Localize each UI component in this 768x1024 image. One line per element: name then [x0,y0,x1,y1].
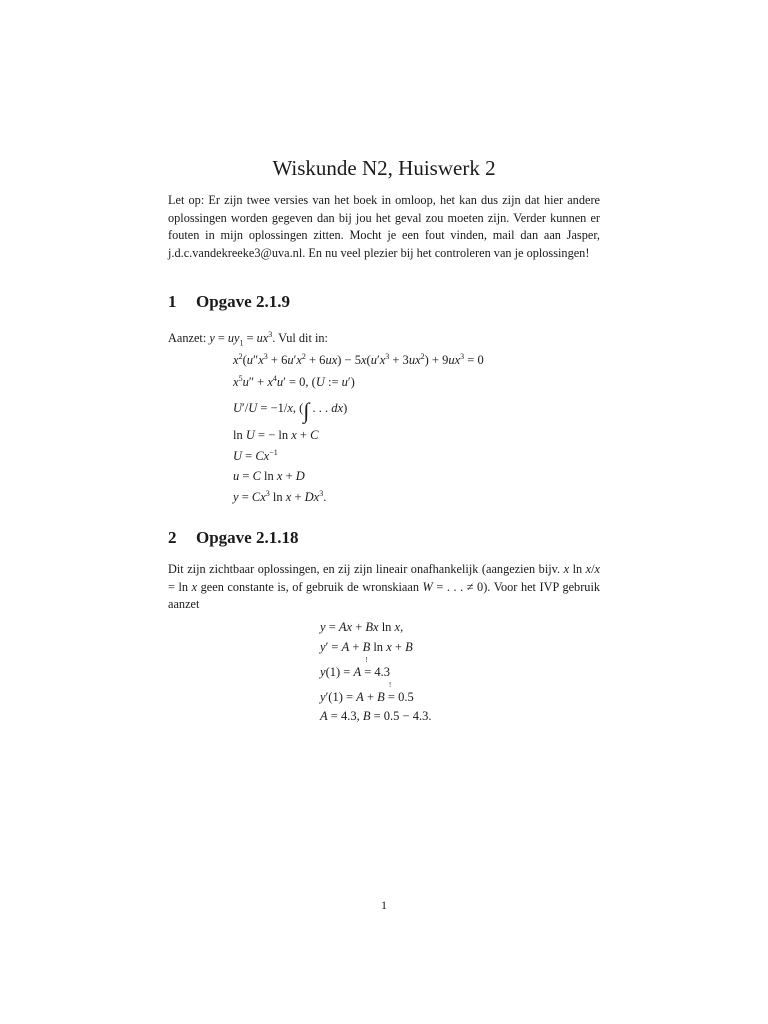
text-c: ). Voor [483,579,518,594]
section-heading-2 [168,528,298,548]
equation-line-2: $x^5u'' + x^4u' = 0$, (U := u′) [233,374,355,390]
text-a: Dit zijn zichtbaar oplossingen, en zij zijn lineair onafhankelijk (aangezien bijv. [168,562,561,576]
equation-line-5: $U = Cx^{-1}$ [233,448,278,464]
page-number: 1 [381,898,387,912]
section-number: 1 [168,292,177,311]
text-d: het IVP gebruik aanzet [168,579,601,611]
ivp-line-2: y′ = A + B ln x + B [320,640,413,654]
section-title: Opgave 2.1.9 [196,292,290,311]
lead-suffix: . Vul dit in: [272,331,328,346]
ivp-line-4: y′(1) = A + B = ! 0.5 [320,681,414,704]
lead-formula: $y = uy_1 = ux^3$ [209,330,273,348]
text-b: geen constante is, of gebruik de wronskiaan [197,579,423,594]
section-2-paragraph: Dit zijn zichtbaar oplossingen, en zij zijn lineair onafhankelijk (aangezien bijv. x ln x/x = ln x geen constante is, of gebruik de wronskiaan W = . . . ≠ 0). Voor het IVP gebruik aanzet [168,562,601,611]
ivp-line-5: A = 4.3, B = 0.5 − 4.3. [320,709,432,723]
equation-line-6: u = C ln x + D [233,469,305,483]
intro-paragraph: Let op: Er zijn twee versies van het boek in omloop, het kan dus zijn dat hier andere oplossingen worden gegeven dan bij jou het geval zou moeten zijn. Verder kunnen er fouten in mijn oplossingen zitten. Mocht je een fout vinden, mail dan aan Jasper, j.d.c.vandekreeke3@uva.nl. En nu veel plezier bij het controleren van je oplossingen! [168,193,600,260]
equation-line-7: $y = Cx^3$ $\ln x + Dx^3$. [233,489,327,505]
section-number: 2 [168,528,177,547]
section-heading-1 [168,292,290,312]
equation-line-4: ln U = − ln x + C [233,428,319,442]
lead-prefix: Aanzet: [168,331,210,346]
section-1-lead [168,326,600,352]
equation-line-1: $x^2(u''x^3 + 6u'x^2 + 6ux) - 5x(u'x^3 + 3ux^2) + 9ux^3 = 0$ [233,352,484,368]
equation-line-3: U′/U = −1/x, (∫ . . . dx) [233,398,348,423]
ivp-line-3: y(1) = A = ! 4.3 [320,656,391,679]
section-title: Opgave 2.1.18 [196,528,299,547]
page-title: Wiskunde N2, Huiswerk 2 [272,156,496,180]
ivp-line-1: y = Ax + Bx ln x, [320,620,404,634]
